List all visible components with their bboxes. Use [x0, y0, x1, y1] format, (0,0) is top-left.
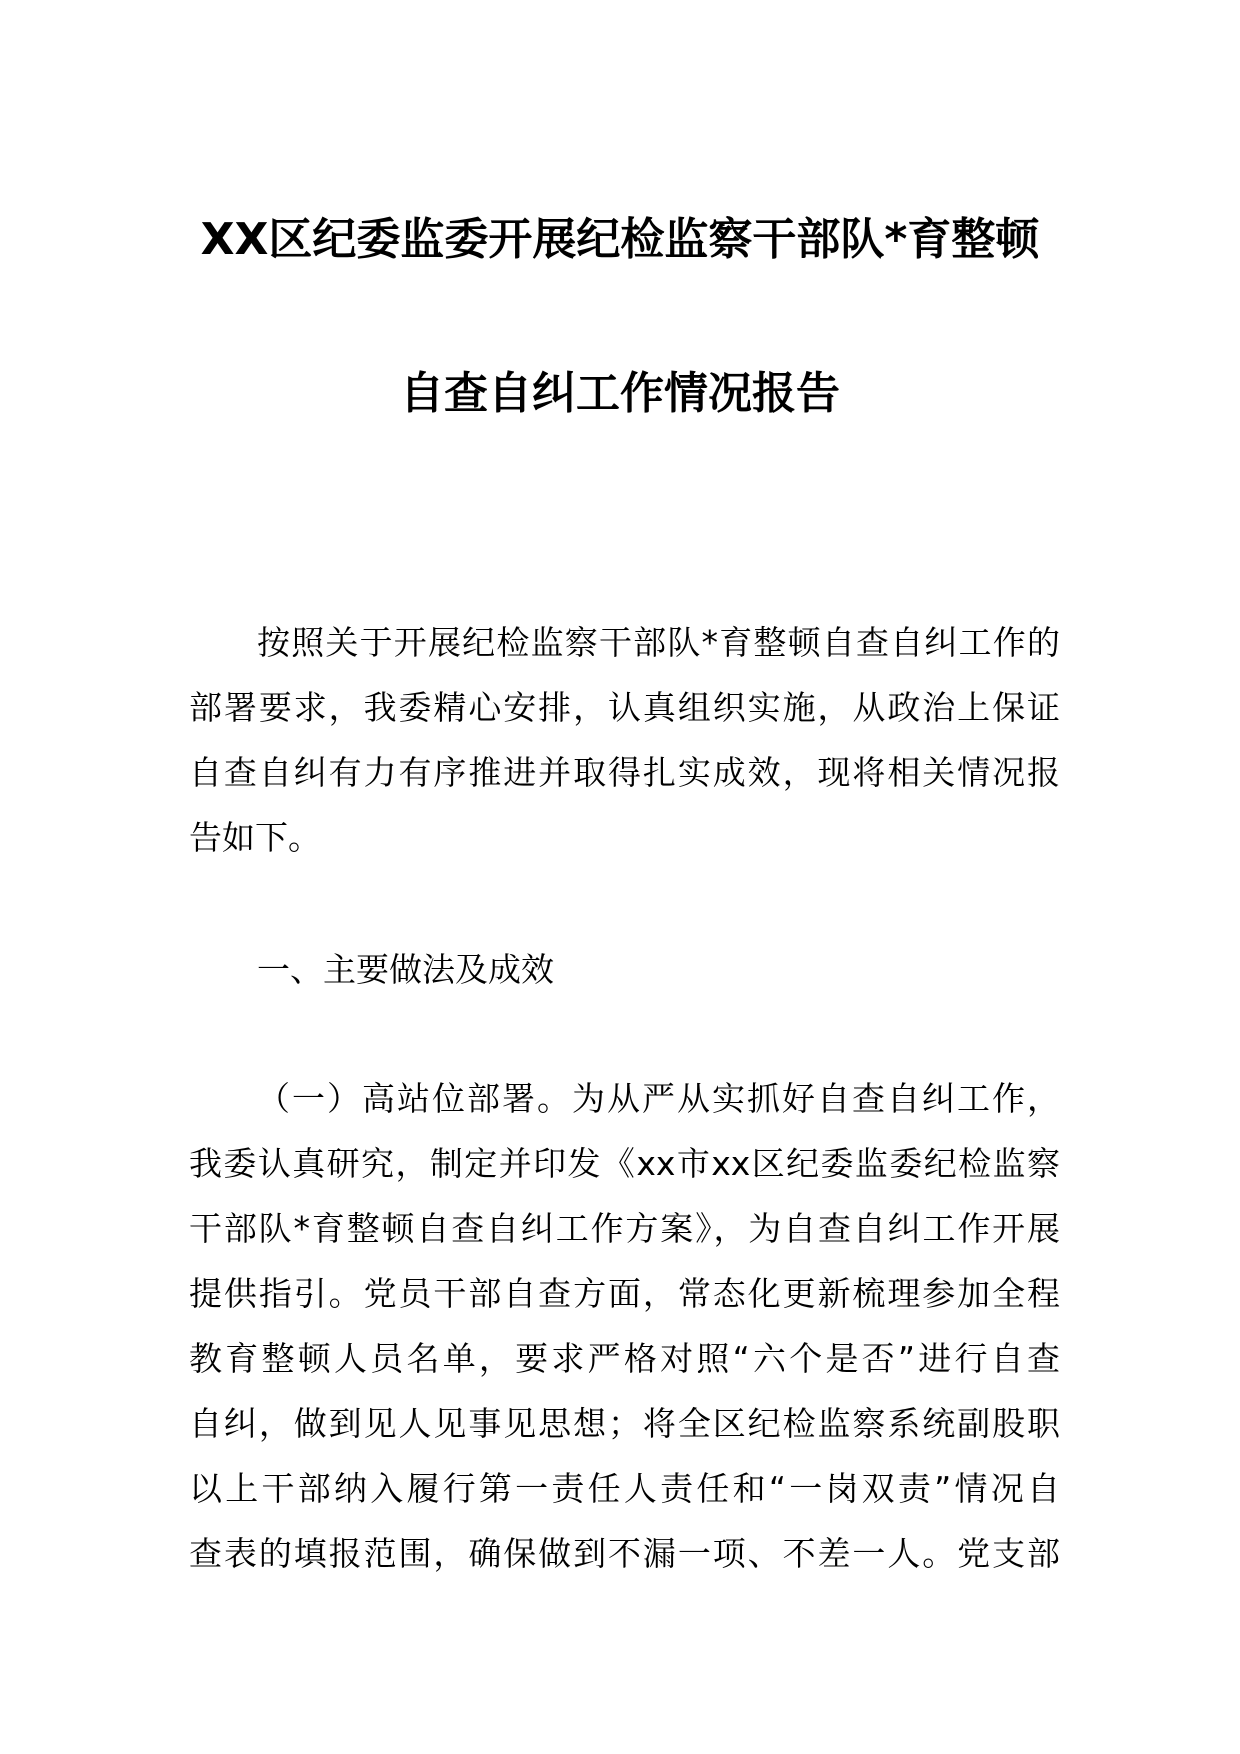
paragraph-line: 提供指引。党员干部自查方面，常态化更新梳理参加全程 [189, 1274, 1060, 1313]
paragraph-line: 告如下。 [189, 818, 321, 857]
paragraph-line: 自查自纠有力有序推进并取得扎实成效，现将相关情况报 [189, 753, 1060, 792]
paragraph-line: 干部队*育整顿自查自纠工作方案》，为自查自纠工作开展 [189, 1209, 1060, 1248]
section-paragraph [189, 1066, 1060, 1586]
section-heading: 一、主要做法及成效 [257, 950, 554, 989]
paragraph-line: 教育整顿人员名单，要求严格对照“六个是否”进行自查 [189, 1339, 1060, 1378]
paragraph-line: 我委认真研究，制定并印发《xx市xx区纪委监委纪检监察 [189, 1144, 1060, 1183]
paragraph-line: 按照关于开展纪检监察干部队*育整顿自查自纠工作的 [257, 623, 1060, 662]
document-title-line-2: 自查自纠工作情况报告 [400, 368, 840, 419]
paragraph-line: 部署要求，我委精心安排，认真组织实施，从政治上保证 [189, 688, 1060, 727]
document-title-line-1: XX区纪委监委开展纪检监察干部队*育整顿 [200, 214, 1040, 265]
paragraph-line: 查表的填报范围，确保做到不漏一项、不差一人。党支部 [189, 1534, 1060, 1573]
paragraph-line: 自纠，做到见人见事见思想；将全区纪检监察系统副股职 [189, 1404, 1060, 1443]
paragraph-line: （一）高站位部署。为从严从实抓好自查自纠工作， [257, 1079, 1060, 1118]
paragraph-line: 以上干部纳入履行第一责任人责任和“一岗双责”情况自 [189, 1469, 1060, 1508]
intro-paragraph [189, 610, 1060, 870]
